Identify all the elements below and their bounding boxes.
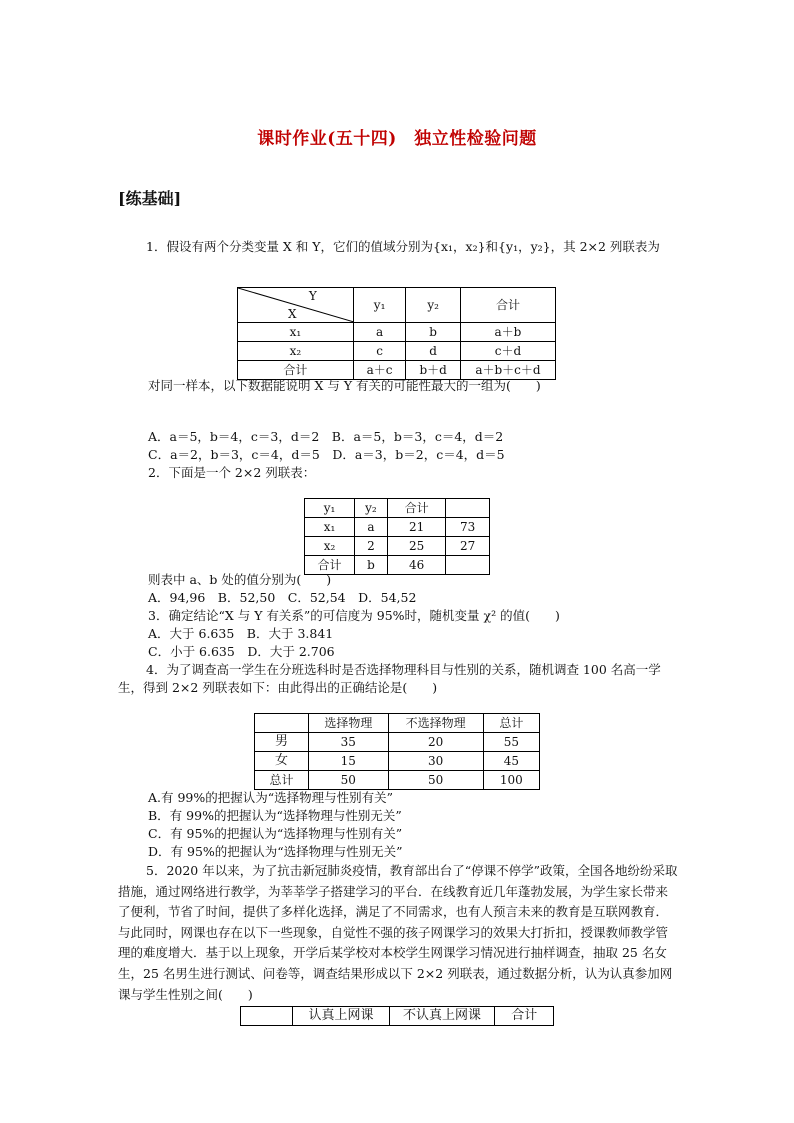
table-cell: 20 xyxy=(388,733,483,752)
table-cell xyxy=(255,714,309,733)
table-row xyxy=(238,323,556,342)
table-cell: a xyxy=(353,323,406,342)
table-row xyxy=(305,518,490,537)
table-cell: y₁ xyxy=(305,499,355,518)
table-cell: 不认真上网课 xyxy=(389,1007,495,1026)
q1-corner-y: Y xyxy=(308,289,317,303)
table-row xyxy=(255,714,540,733)
q1-diagonal-header-cell xyxy=(238,288,354,323)
table-row xyxy=(255,733,540,752)
q1-header-cell: y₂ xyxy=(406,288,461,323)
table-cell: c＋d xyxy=(460,342,555,361)
table-cell: b＋d xyxy=(406,361,461,380)
q1-row-label: 合计 xyxy=(238,361,354,380)
table-cell: 2 xyxy=(354,537,387,556)
q4-contingency-table xyxy=(254,713,540,790)
q4-option-a: A.有 99%的把握认为“选择物理与性别有关” xyxy=(148,790,394,805)
table-cell: 45 xyxy=(483,752,539,771)
table-cell: 35 xyxy=(309,733,389,752)
q2-table-grid xyxy=(304,498,490,575)
q2-question: 则表中 a、b 处的值分别为( ) xyxy=(148,572,332,587)
q2-stem: 2．下面是一个 2×2 列联表： xyxy=(148,465,316,480)
table-cell: 73 xyxy=(446,518,490,537)
table-cell: 选择物理 xyxy=(309,714,389,733)
table-cell: a＋b xyxy=(460,323,555,342)
table-cell: 100 xyxy=(483,771,539,790)
table-row xyxy=(241,1007,554,1026)
table-row xyxy=(305,499,490,518)
q4-option-b: B．有 99%的把握认为“选择物理与性别无关” xyxy=(148,808,402,823)
table-cell: x₂ xyxy=(305,537,355,556)
q1-header-cell: 合计 xyxy=(460,288,555,323)
table-cell: b xyxy=(406,323,461,342)
table-cell: 合计 xyxy=(305,556,355,575)
table-cell: x₁ xyxy=(305,518,355,537)
table-cell: 合计 xyxy=(495,1007,554,1026)
table-row xyxy=(255,752,540,771)
q4-option-c: C．有 95%的把握认为“选择物理与性别有关” xyxy=(148,826,403,841)
table-cell: 合计 xyxy=(387,499,445,518)
table-cell: 总计 xyxy=(483,714,539,733)
q4-option-d: D．有 95%的把握认为“选择物理与性别无关” xyxy=(148,844,403,859)
q1-stem: 1．假设有两个分类变量 X 和 Y，它们的值域分别为{x₁，x₂}和{y₁，y₂}，其 2×2 列联表为 xyxy=(146,239,660,254)
table-cell: 总计 xyxy=(255,771,309,790)
table-cell: y₂ xyxy=(354,499,387,518)
table-cell: 50 xyxy=(388,771,483,790)
table-cell: b xyxy=(354,556,387,575)
table-cell: a xyxy=(354,518,387,537)
table-cell: 15 xyxy=(309,752,389,771)
table-cell: 认真上网课 xyxy=(293,1007,389,1026)
table-cell: 55 xyxy=(483,733,539,752)
table-cell: 30 xyxy=(388,752,483,771)
page-title: 课时作业(五十四) 独立性检验问题 xyxy=(257,129,537,149)
table-cell: 21 xyxy=(387,518,445,537)
q5-stem: 5．2020 年以来，为了抗击新冠肺炎疫情，教育部出台了“停课不停学”政策，全国各地纷纷采取措施，通过网络进行教学，为莘莘学子搭建学习的平台．在线教育近几年蓬勃发展，为学生家长带来了便利，节省了时间，提供了多样化选择，满足了不同需求，也有人预言未来的教育是互联网教育．与此同时，网课也存在以下一些现象，自觉性不强的孩子网课学习的效果大打折扣，授课教师教学管理的难度增大．基于以上现象，开学后某学校对本校学生网课学习情况进行抽样调查，抽取 25 名女生，25 名男生进行测试、问卷等，调查结果形成以下 2×2 列联表，通过数据分析，认为认真参加网课与学生性别之间( ) xyxy=(118,863,678,1002)
q1-question: 对同一样本，以下数据能说明 X 与 Y 有关的可能性最大的一组为( ) xyxy=(148,378,541,393)
q1-row-label: x₂ xyxy=(238,342,354,361)
table-cell: 27 xyxy=(446,537,490,556)
q3-options-line1: A．大于 6.635 B．大于 3.841 xyxy=(148,626,334,641)
table-cell: 46 xyxy=(387,556,445,575)
q4-stem: 4．为了调查高一学生在分班选科时是否选择物理科目与性别的关系，随机调查 100 名高一学生，得到 2×2 列联表如下：由此得出的正确结论是( ) xyxy=(118,662,661,695)
table-cell: 男 xyxy=(255,733,309,752)
table-row xyxy=(255,771,540,790)
table-cell xyxy=(241,1007,293,1026)
table-row xyxy=(305,537,490,556)
q3-stem: 3．确定结论“X 与 Y 有关系”的可信度为 95%时，随机变量 χ² 的值( ) xyxy=(148,608,560,623)
q3-options-line2: C．小于 6.635 D．大于 2.706 xyxy=(148,644,335,659)
table-cell: a＋c xyxy=(353,361,406,380)
table-cell: 25 xyxy=(387,537,445,556)
q1-row-label: x₁ xyxy=(238,323,354,342)
q5-contingency-table xyxy=(240,1006,554,1026)
table-cell xyxy=(446,499,490,518)
table-cell: a＋b＋c＋d xyxy=(460,361,555,380)
section-heading: [练基础] xyxy=(118,189,182,208)
q1-header-cell: y₁ xyxy=(353,288,406,323)
table-row xyxy=(238,342,556,361)
q1-contingency-table xyxy=(237,287,556,380)
table-cell: 不选择物理 xyxy=(388,714,483,733)
q1-corner-x: X xyxy=(288,307,297,321)
q1-options-line2: C．a＝2，b＝3，c＝4，d＝5 D．a＝3，b＝2，c＝4，d＝5 xyxy=(148,447,505,462)
table-cell: 50 xyxy=(309,771,389,790)
q1-options-line1: A．a＝5，b＝4，c＝3，d＝2 B．a＝5，b＝3，c＝4，d＝2 xyxy=(148,429,504,444)
table-cell: c xyxy=(353,342,406,361)
q2-options: A．94,96 B．52,50 C．52,54 D．54,52 xyxy=(148,590,417,605)
table-cell: 女 xyxy=(255,752,309,771)
table-cell: d xyxy=(406,342,461,361)
